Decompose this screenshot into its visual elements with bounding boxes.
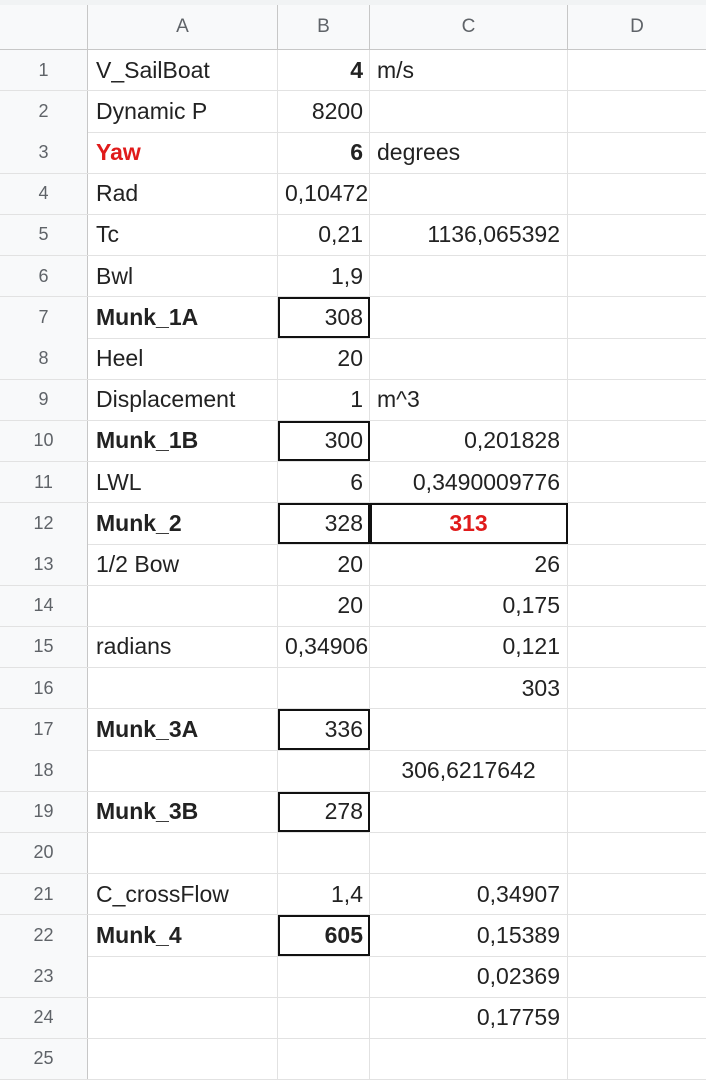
cell-d[interactable]	[568, 462, 706, 502]
table-row	[0, 750, 706, 791]
column-header-bar	[0, 5, 706, 50]
table-row	[0, 833, 706, 874]
cell-a[interactable]	[88, 833, 278, 873]
cell-c[interactable]	[370, 297, 568, 337]
cell-a[interactable]: Heel	[88, 338, 278, 378]
cell-c[interactable]: 313	[370, 503, 568, 543]
cell-d[interactable]	[568, 215, 706, 255]
cell-b[interactable]: 328	[278, 503, 370, 543]
cell-a[interactable]	[88, 668, 278, 708]
cell-c[interactable]	[370, 1039, 568, 1079]
cell-c[interactable]: m/s	[370, 50, 568, 90]
cell-c[interactable]	[370, 174, 568, 214]
cell-a[interactable]: Rad	[88, 174, 278, 214]
cell-c[interactable]: degrees	[370, 132, 568, 172]
row-header[interactable]: 11	[0, 462, 88, 502]
cell-d[interactable]	[568, 174, 706, 214]
cell-d[interactable]	[568, 91, 706, 131]
cell-b[interactable]: 300	[278, 421, 370, 461]
cell-b[interactable]: 20	[278, 544, 370, 584]
cell-a[interactable]: Displacement	[88, 380, 278, 420]
row-header[interactable]: 7	[0, 297, 88, 337]
table-row	[0, 297, 706, 338]
cell-a[interactable]: Munk_1B	[88, 421, 278, 461]
cell-d[interactable]	[568, 503, 706, 543]
cell-b[interactable]: 308	[278, 297, 370, 337]
table-row	[0, 627, 706, 668]
cell-a[interactable]	[88, 1039, 278, 1079]
row-header[interactable]: 1	[0, 50, 88, 90]
cell-b[interactable]	[278, 668, 370, 708]
table-row	[0, 503, 706, 544]
row-header[interactable]: 12	[0, 503, 88, 543]
table-row	[0, 421, 706, 462]
table-row	[0, 91, 706, 132]
cell-d[interactable]	[568, 833, 706, 873]
cell-c[interactable]	[370, 833, 568, 873]
row-header[interactable]: 18	[0, 750, 88, 790]
cell-a[interactable]: Bwl	[88, 256, 278, 296]
cell-c[interactable]: 0,201828	[370, 421, 568, 461]
row-header[interactable]: 5	[0, 215, 88, 255]
cell-b[interactable]: 336	[278, 709, 370, 749]
cell-c[interactable]: 0,17759	[370, 998, 568, 1038]
row-header[interactable]: 2	[0, 91, 88, 131]
row-header[interactable]: 24	[0, 998, 88, 1038]
cell-a[interactable]: Dynamic P	[88, 91, 278, 131]
row-header[interactable]: 4	[0, 174, 88, 214]
table-row	[0, 998, 706, 1039]
cell-d[interactable]	[568, 421, 706, 461]
row-header[interactable]: 14	[0, 586, 88, 626]
cell-c[interactable]: 26	[370, 544, 568, 584]
cell-d[interactable]	[568, 586, 706, 626]
column-header-a[interactable]: A	[88, 5, 278, 49]
cell-b[interactable]: 1,9	[278, 256, 370, 296]
table-row	[0, 586, 706, 627]
cell-a[interactable]: Munk_4	[88, 915, 278, 955]
row-header[interactable]: 21	[0, 874, 88, 914]
cell-c[interactable]: 0,02369	[370, 956, 568, 996]
cell-d[interactable]	[568, 338, 706, 378]
row-header[interactable]: 13	[0, 544, 88, 584]
table-row	[0, 956, 706, 997]
cell-c[interactable]: 0,34907	[370, 874, 568, 914]
cell-b[interactable]: 0,10472	[278, 174, 370, 214]
column-header-b[interactable]: B	[278, 5, 370, 49]
column-header-c[interactable]: C	[370, 5, 568, 49]
cell-a[interactable]: 1/2 Bow	[88, 544, 278, 584]
table-row	[0, 1039, 706, 1080]
cell-b[interactable]: 4	[278, 50, 370, 90]
cell-b[interactable]: 20	[278, 586, 370, 626]
row-header[interactable]: 15	[0, 627, 88, 667]
cell-d[interactable]	[568, 956, 706, 996]
table-row	[0, 792, 706, 833]
cell-b[interactable]: 6	[278, 132, 370, 172]
cell-c[interactable]	[370, 709, 568, 749]
cell-d[interactable]	[568, 668, 706, 708]
cell-d[interactable]	[568, 256, 706, 296]
row-header[interactable]: 22	[0, 915, 88, 955]
cell-a[interactable]	[88, 750, 278, 790]
cell-a[interactable]	[88, 956, 278, 996]
cell-d[interactable]	[568, 544, 706, 584]
cell-b[interactable]: 20	[278, 338, 370, 378]
cell-b[interactable]	[278, 750, 370, 790]
cell-a[interactable]: Munk_2	[88, 503, 278, 543]
cell-b[interactable]: 0,21	[278, 215, 370, 255]
cell-b[interactable]	[278, 1039, 370, 1079]
table-row	[0, 544, 706, 585]
cell-c[interactable]: 0,175	[370, 586, 568, 626]
cell-c[interactable]	[370, 91, 568, 131]
row-header[interactable]: 6	[0, 256, 88, 296]
table-row	[0, 132, 706, 173]
cell-c[interactable]: 306,6217642	[370, 750, 568, 790]
cell-b[interactable]: 1	[278, 380, 370, 420]
table-row	[0, 215, 706, 256]
row-header[interactable]: 8	[0, 338, 88, 378]
row-header[interactable]: 3	[0, 132, 88, 172]
row-header[interactable]: 25	[0, 1039, 88, 1079]
cell-a[interactable]: Munk_1A	[88, 297, 278, 337]
cell-b[interactable]: 8200	[278, 91, 370, 131]
cell-a[interactable]: Munk_3A	[88, 709, 278, 749]
cell-c[interactable]: 303	[370, 668, 568, 708]
table-row	[0, 915, 706, 956]
cell-b[interactable]: 278	[278, 792, 370, 832]
cell-d[interactable]	[568, 915, 706, 955]
row-header[interactable]: 9	[0, 380, 88, 420]
table-row	[0, 709, 706, 750]
cell-c[interactable]: 0,3490009776	[370, 462, 568, 502]
table-row	[0, 50, 706, 91]
cell-d[interactable]	[568, 998, 706, 1038]
select-all-corner[interactable]	[0, 5, 88, 49]
cell-d[interactable]	[568, 1039, 706, 1079]
row-header[interactable]: 19	[0, 792, 88, 832]
row-header[interactable]: 20	[0, 833, 88, 873]
cell-a[interactable]: Tc	[88, 215, 278, 255]
cell-a[interactable]: C_crossFlow	[88, 874, 278, 914]
cell-a[interactable]: Munk_3B	[88, 792, 278, 832]
cell-a[interactable]: LWL	[88, 462, 278, 502]
cell-b[interactable]	[278, 956, 370, 996]
cell-d[interactable]	[568, 750, 706, 790]
row-header[interactable]: 17	[0, 709, 88, 749]
cell-b[interactable]: 1,4	[278, 874, 370, 914]
table-row	[0, 338, 706, 379]
cell-d[interactable]	[568, 132, 706, 172]
cell-a[interactable]	[88, 586, 278, 626]
cell-a[interactable]	[88, 998, 278, 1038]
cell-a[interactable]: V_SailBoat	[88, 50, 278, 90]
row-header[interactable]: 10	[0, 421, 88, 461]
cell-d[interactable]	[568, 50, 706, 90]
table-row	[0, 668, 706, 709]
cell-d[interactable]	[568, 627, 706, 667]
column-header-d[interactable]: D	[630, 16, 644, 37]
cell-c[interactable]	[370, 792, 568, 832]
cell-b[interactable]	[278, 833, 370, 873]
cell-b[interactable]	[278, 998, 370, 1038]
cell-b[interactable]: 605	[278, 915, 370, 955]
cell-d[interactable]	[568, 297, 706, 337]
cell-a[interactable]: radians	[88, 627, 278, 667]
cell-c[interactable]: 1136,065392	[370, 215, 568, 255]
table-row	[0, 380, 706, 421]
table-row	[0, 174, 706, 215]
row-header[interactable]: 23	[0, 956, 88, 996]
cell-c[interactable]	[370, 338, 568, 378]
cell-c[interactable]	[370, 256, 568, 296]
cell-d[interactable]	[568, 380, 706, 420]
cell-c[interactable]: 0,15389	[370, 915, 568, 955]
table-row	[0, 462, 706, 503]
cell-c[interactable]: m^3	[370, 380, 568, 420]
row-header[interactable]: 16	[0, 668, 88, 708]
cell-b[interactable]: 0,34906	[278, 627, 370, 667]
table-row	[0, 256, 706, 297]
table-row	[0, 874, 706, 915]
cell-b[interactable]: 6	[278, 462, 370, 502]
cell-a[interactable]: Yaw	[88, 132, 278, 172]
cell-d[interactable]	[568, 792, 706, 832]
cell-c[interactable]: 0,121	[370, 627, 568, 667]
cell-d[interactable]	[568, 874, 706, 914]
cell-d[interactable]	[568, 709, 706, 749]
